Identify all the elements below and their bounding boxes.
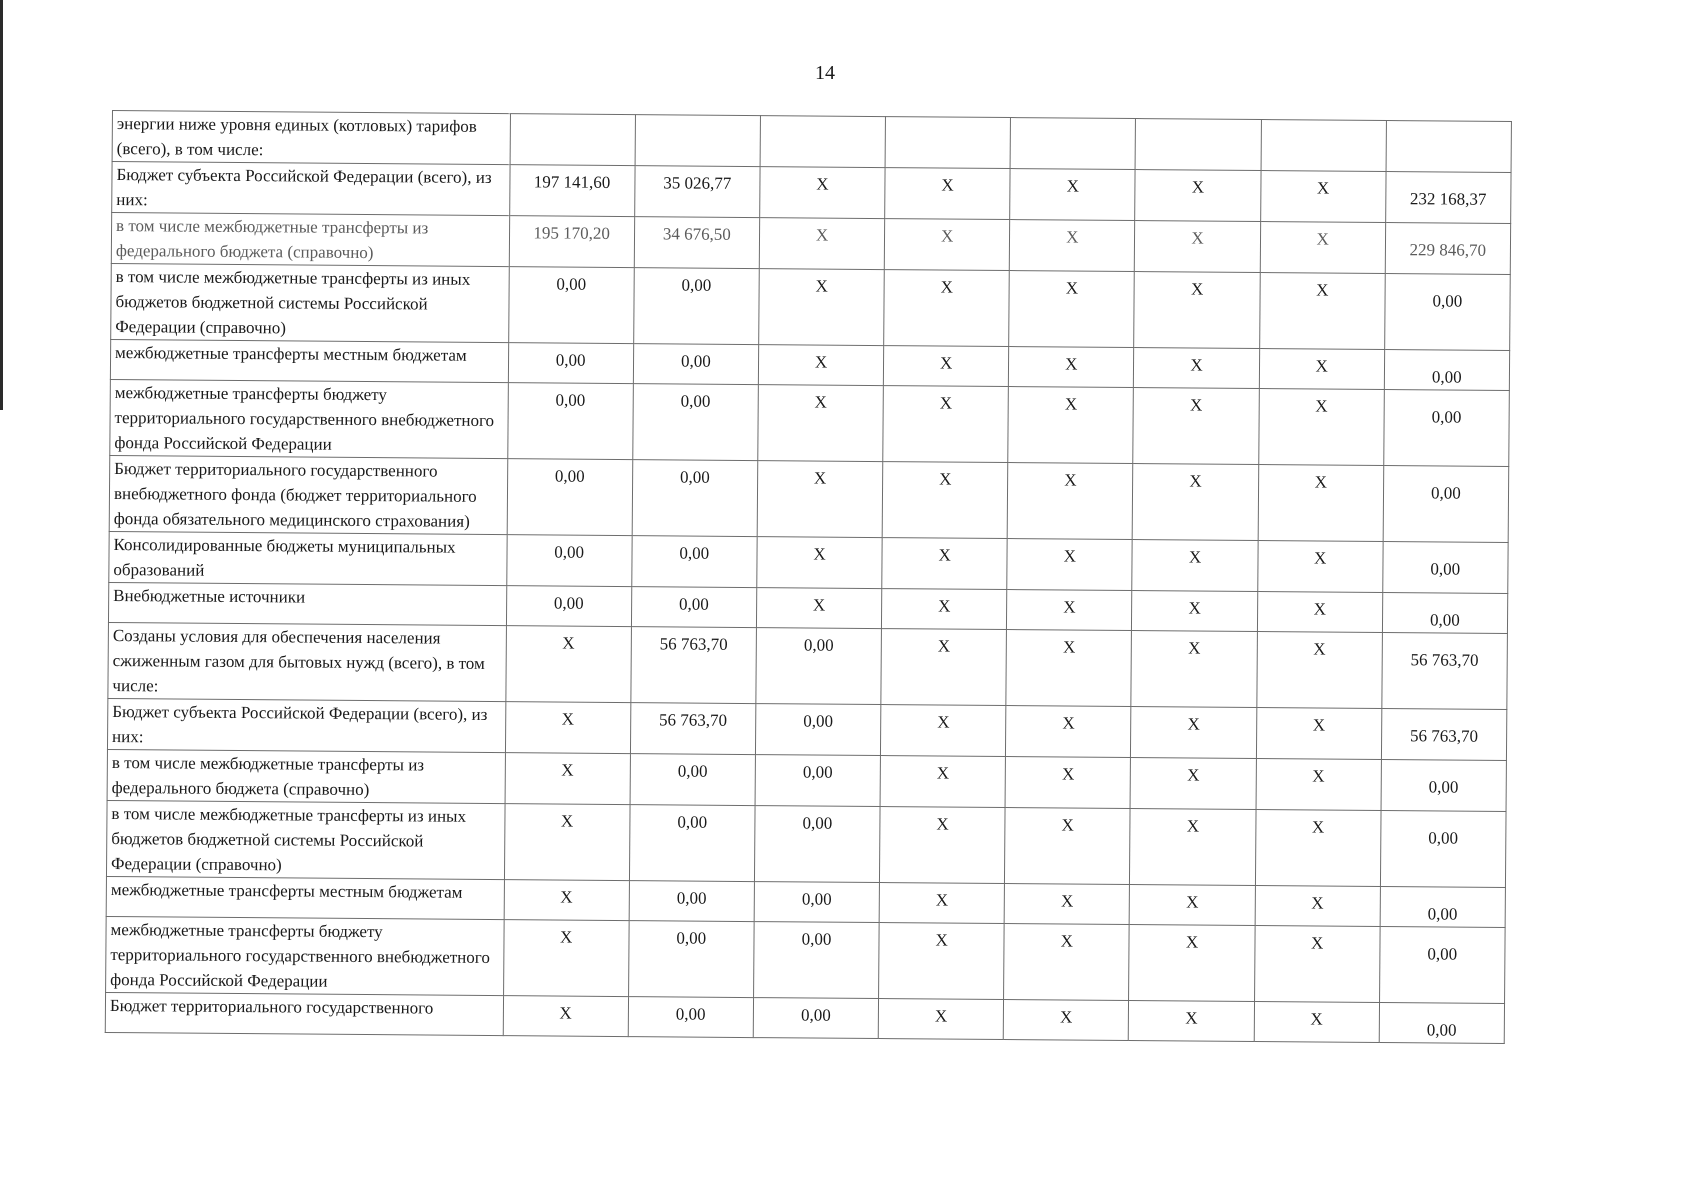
value-cell: X — [505, 702, 631, 754]
value-cell: X — [1259, 273, 1385, 350]
value-cell: 197 141,60 — [509, 165, 635, 217]
value-cell: X — [882, 589, 1007, 630]
value-cell: X — [1256, 632, 1382, 709]
table-row — [110, 379, 1510, 466]
value-cell: 0,00 — [753, 922, 879, 999]
value-cell: X — [1258, 465, 1384, 542]
value-cell: X — [1256, 759, 1382, 811]
row-label: межбюджетные трансферты бюджету территориального государственного внебюджетного фонда Российской Федерации — [106, 916, 504, 995]
value-cell — [1386, 121, 1512, 173]
value-cell: X — [880, 756, 1006, 808]
value-cell: 0,00 — [1384, 350, 1510, 391]
value-cell: 56 763,70 — [631, 627, 757, 704]
value-cell: 0,00 — [630, 754, 756, 806]
value-cell: X — [1007, 463, 1133, 540]
value-cell: X — [760, 167, 886, 219]
value-cell: 0,00 — [508, 343, 633, 384]
value-cell: 34 676,50 — [634, 217, 760, 269]
value-cell: X — [1129, 1001, 1254, 1042]
value-cell: 0,00 — [1379, 926, 1505, 1003]
value-cell: 0,00 — [507, 383, 633, 460]
value-cell: X — [883, 346, 1008, 387]
value-cell: X — [504, 880, 629, 921]
row-label: Созданы условия для обеспечения населения сжиженным газом для бытовых нужд (всего), в том числе: — [108, 622, 506, 701]
value-cell: X — [756, 588, 881, 629]
value-cell: X — [1254, 926, 1380, 1003]
value-cell: 0,00 — [754, 882, 879, 923]
value-cell: X — [1258, 389, 1384, 466]
value-cell — [510, 114, 636, 166]
value-cell: 0,00 — [632, 460, 758, 537]
value-cell: X — [757, 537, 883, 589]
value-cell: X — [1133, 464, 1259, 541]
row-label: Бюджет территориального государственного внебюджетного фонда (бюджет территориального фонда обязательного медицинского страхования) — [109, 455, 507, 534]
value-cell: 0,00 — [1384, 274, 1510, 351]
table-body — [105, 111, 1511, 1044]
table-row — [106, 916, 1506, 1003]
value-cell — [1261, 120, 1387, 172]
value-cell: 0,00 — [1380, 886, 1506, 927]
value-cell: X — [1254, 1001, 1379, 1042]
value-cell: X — [505, 753, 631, 805]
value-cell: X — [1010, 169, 1136, 221]
value-cell: X — [1009, 271, 1135, 348]
value-cell: 0,00 — [1383, 541, 1509, 593]
value-cell: 0,00 — [1379, 1002, 1505, 1043]
value-cell — [1135, 119, 1261, 171]
value-cell: 0,00 — [628, 997, 753, 1038]
value-cell: X — [885, 168, 1011, 220]
value-cell: X — [882, 538, 1008, 590]
value-cell: 0,00 — [754, 806, 880, 883]
value-cell: X — [1135, 170, 1261, 222]
value-cell: X — [1133, 388, 1259, 465]
value-cell: X — [881, 629, 1007, 706]
value-cell: X — [1008, 387, 1134, 464]
value-cell: X — [1256, 708, 1382, 760]
value-cell: X — [1009, 347, 1134, 388]
value-cell: 0,00 — [631, 587, 756, 628]
value-cell: 0,00 — [507, 459, 633, 536]
value-cell: X — [1129, 925, 1255, 1002]
value-cell: 0,00 — [508, 267, 634, 344]
row-label: в том числе межбюджетные трансферты из иных бюджетов бюджетной системы Российской Федерации (справочно) — [111, 263, 509, 342]
value-cell: X — [759, 218, 885, 270]
value-cell — [885, 117, 1011, 169]
value-cell: X — [1006, 706, 1132, 758]
value-cell: X — [758, 345, 883, 386]
value-cell: 0,00 — [1384, 389, 1510, 466]
value-cell — [1010, 118, 1136, 170]
value-cell: X — [504, 804, 630, 881]
value-cell: X — [505, 626, 631, 703]
value-cell: X — [1134, 348, 1259, 389]
row-label: Бюджет субъекта Российской Федерации (всего), из них: — [112, 162, 510, 216]
value-cell: 0,00 — [633, 384, 759, 461]
value-cell: X — [882, 462, 1008, 539]
value-cell: 56 763,70 — [1381, 708, 1507, 760]
row-label: межбюджетные трансферты местным бюджетам — [106, 876, 504, 919]
value-cell: X — [1257, 592, 1382, 633]
value-cell: X — [1005, 808, 1131, 885]
value-cell: 0,00 — [1382, 592, 1508, 633]
table-row — [111, 263, 1511, 350]
value-cell: X — [1132, 591, 1257, 632]
value-cell: 0,00 — [633, 268, 759, 345]
value-cell: X — [1255, 810, 1381, 887]
value-cell: X — [883, 386, 1009, 463]
value-cell: 229 846,70 — [1385, 223, 1511, 275]
value-cell: X — [1130, 885, 1255, 926]
value-cell: X — [1134, 272, 1260, 349]
value-cell: X — [759, 269, 885, 346]
value-cell: X — [1260, 171, 1386, 223]
value-cell: X — [1010, 220, 1136, 272]
value-cell: X — [884, 270, 1010, 347]
value-cell: 0,00 — [755, 755, 881, 807]
value-cell: X — [1006, 630, 1132, 707]
row-label: в том числе межбюджетные трансферты из федерального бюджета (справочно) — [107, 749, 505, 803]
page-number: 14 — [815, 62, 835, 84]
value-cell: X — [1257, 541, 1383, 593]
row-label: энергии ниже уровня единых (котловых) тарифов (всего), в том числе: — [112, 111, 510, 165]
value-cell: 0,00 — [756, 628, 882, 705]
row-label: межбюджетные трансферты бюджету территориального государственного внебюджетного фонда Российской Федерации — [110, 379, 508, 458]
value-cell: X — [758, 385, 884, 462]
value-cell: X — [1131, 707, 1257, 759]
value-cell: 0,00 — [632, 536, 758, 588]
value-cell: 0,00 — [628, 921, 754, 998]
row-label: Внебюджетные источники — [108, 582, 506, 625]
row-label: Бюджет субъекта Российской Федерации (всего), из них: — [107, 698, 505, 752]
value-cell: 35 026,77 — [634, 166, 760, 218]
row-label: в том числе межбюджетные трансферты из федерального бюджета (справочно) — [111, 213, 509, 267]
value-cell: X — [1004, 884, 1129, 925]
value-cell: 0,00 — [1383, 465, 1509, 542]
value-cell: X — [1007, 539, 1133, 591]
value-cell: 56 763,70 — [630, 703, 756, 755]
value-cell: 0,00 — [755, 704, 881, 756]
table-row — [109, 455, 1509, 542]
value-cell: X — [884, 219, 1010, 271]
row-label: Консолидированные бюджеты муниципальных образований — [109, 531, 507, 585]
value-cell: X — [1007, 590, 1132, 631]
value-cell: 0,00 — [629, 881, 754, 922]
value-cell: X — [503, 996, 628, 1037]
value-cell: 0,00 — [753, 998, 878, 1039]
value-cell: X — [879, 923, 1005, 1000]
value-cell: 56 763,70 — [1382, 632, 1508, 709]
value-cell: X — [1255, 886, 1380, 927]
value-cell: X — [879, 883, 1004, 924]
value-cell: 0,00 — [1381, 759, 1507, 811]
value-cell: X — [1135, 221, 1261, 273]
value-cell — [635, 115, 761, 167]
value-cell: X — [1005, 757, 1131, 809]
value-cell: X — [1259, 349, 1384, 390]
value-cell: X — [880, 807, 1006, 884]
table-row — [106, 800, 1506, 887]
value-cell: X — [1004, 924, 1130, 1001]
value-cell: 0,00 — [506, 586, 631, 627]
value-cell: X — [1130, 809, 1256, 886]
value-cell: X — [1130, 758, 1256, 810]
row-label: в том числе межбюджетные трансферты из иных бюджетов бюджетной системы Российской Федерации (справочно) — [106, 800, 504, 879]
value-cell: X — [1132, 540, 1258, 592]
value-cell — [760, 116, 886, 168]
value-cell: 0,00 — [633, 344, 758, 385]
row-label: межбюджетные трансферты местным бюджетам — [110, 339, 508, 382]
value-cell: 195 170,20 — [509, 216, 635, 268]
value-cell: X — [757, 461, 883, 538]
value-cell: X — [1260, 222, 1386, 274]
value-cell: 232 168,37 — [1385, 172, 1511, 224]
document-page — [105, 110, 1512, 1044]
budget-table — [105, 110, 1512, 1044]
value-cell: X — [1003, 1000, 1128, 1041]
value-cell: X — [1131, 631, 1257, 708]
value-cell: 0,00 — [506, 535, 632, 587]
table-row — [108, 622, 1508, 709]
value-cell: X — [878, 999, 1003, 1040]
row-label: Бюджет территориального государственного — [105, 992, 503, 1035]
value-cell: X — [503, 920, 629, 997]
value-cell: 0,00 — [1380, 810, 1506, 887]
value-cell: 0,00 — [629, 805, 755, 882]
value-cell: X — [881, 705, 1007, 757]
